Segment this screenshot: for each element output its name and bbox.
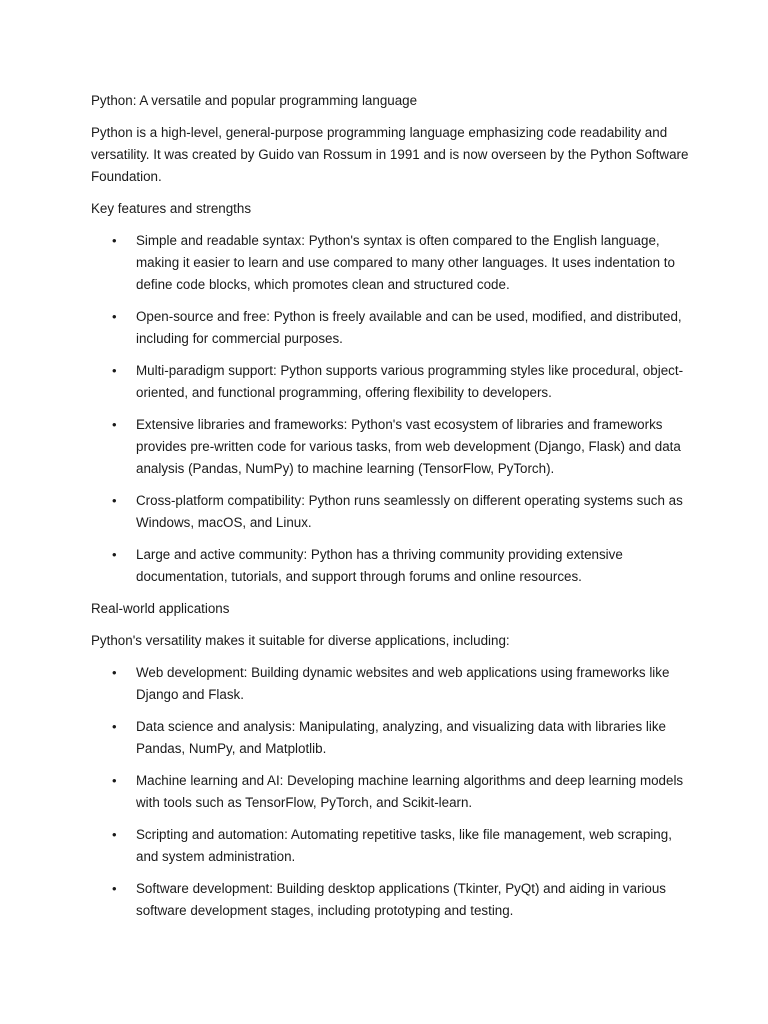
list-item-text: Extensive libraries and frameworks: Python's vast ecosystem of libraries and frameworks provides pre-written code for various tasks, from web development (Django, Flask) and data analysis (Pandas, NumPy) to machine learning (TensorFlow, PyTorch). xyxy=(136,417,681,476)
list-item-text: Machine learning and AI: Developing machine learning algorithms and deep learning models with tools such as TensorFlow, PyTorch, and Scikit-learn. xyxy=(136,773,684,810)
applications-heading: Real-world applications xyxy=(91,601,230,616)
list-item-text: Web development: Building dynamic websites and web applications using frameworks like Django and Flask. xyxy=(136,665,670,702)
list-item-text: Large and active community: Python has a thriving community providing extensive documentation, tutorials, and support through forums and online resources. xyxy=(136,547,623,584)
list-item xyxy=(91,770,691,814)
list-item xyxy=(91,716,691,760)
list-item xyxy=(91,360,691,404)
list-item-text: Data science and analysis: Manipulating, analyzing, and visualizing data with libraries like Pandas, NumPy, and Matplotlib. xyxy=(136,719,666,756)
bullet-icon: • xyxy=(112,881,117,896)
bullet-icon: • xyxy=(112,233,117,248)
applications-list xyxy=(91,662,691,922)
bullet-icon: • xyxy=(112,417,117,432)
document-title: Python: A versatile and popular programming language xyxy=(91,93,418,108)
features-heading: Key features and strengths xyxy=(91,201,252,216)
list-item xyxy=(91,306,691,350)
bullet-icon: • xyxy=(112,493,117,508)
list-item xyxy=(91,414,691,480)
bullet-icon: • xyxy=(112,363,117,378)
features-list xyxy=(91,230,691,588)
intro-paragraph: Python is a high-level, general-purpose programming language emphasizing code readability and versatility. It was created by Guido van Rossum in 1991 and is now overseen by the Python Software Foundation. xyxy=(91,125,689,184)
bullet-icon: • xyxy=(112,547,117,562)
list-item-text: Multi-paradigm support: Python supports various programming styles like procedural, object-oriented, and functional programming, offering flexibility to developers. xyxy=(136,363,684,400)
list-item-text: Open-source and free: Python is freely available and can be used, modified, and distributed, including for commercial purposes. xyxy=(136,309,682,346)
bullet-icon: • xyxy=(112,827,117,842)
bullet-icon: • xyxy=(112,773,117,788)
list-item-text: Software development: Building desktop applications (Tkinter, PyQt) and aiding in various software development stages, including prototyping and testing. xyxy=(136,881,666,918)
bullet-icon: • xyxy=(112,665,117,680)
list-item xyxy=(91,544,691,588)
list-item xyxy=(91,490,691,534)
bullet-icon: • xyxy=(112,719,117,734)
list-item xyxy=(91,662,691,706)
list-item-text: Scripting and automation: Automating repetitive tasks, like file management, web scraping, and system administration. xyxy=(136,827,672,864)
list-item xyxy=(91,878,691,922)
list-item-text: Cross-platform compatibility: Python runs seamlessly on different operating systems such as Windows, macOS, and Linux. xyxy=(136,493,683,530)
list-item-text: Simple and readable syntax: Python's syntax is often compared to the English language, making it easier to learn and use compared to many other languages. It uses indentation to define code blocks, which promotes clean and structured code. xyxy=(136,233,675,292)
bullet-icon: • xyxy=(112,309,117,324)
document-page xyxy=(91,90,691,932)
list-item xyxy=(91,230,691,296)
applications-intro: Python's versatility makes it suitable for diverse applications, including: xyxy=(91,633,510,648)
list-item xyxy=(91,824,691,868)
